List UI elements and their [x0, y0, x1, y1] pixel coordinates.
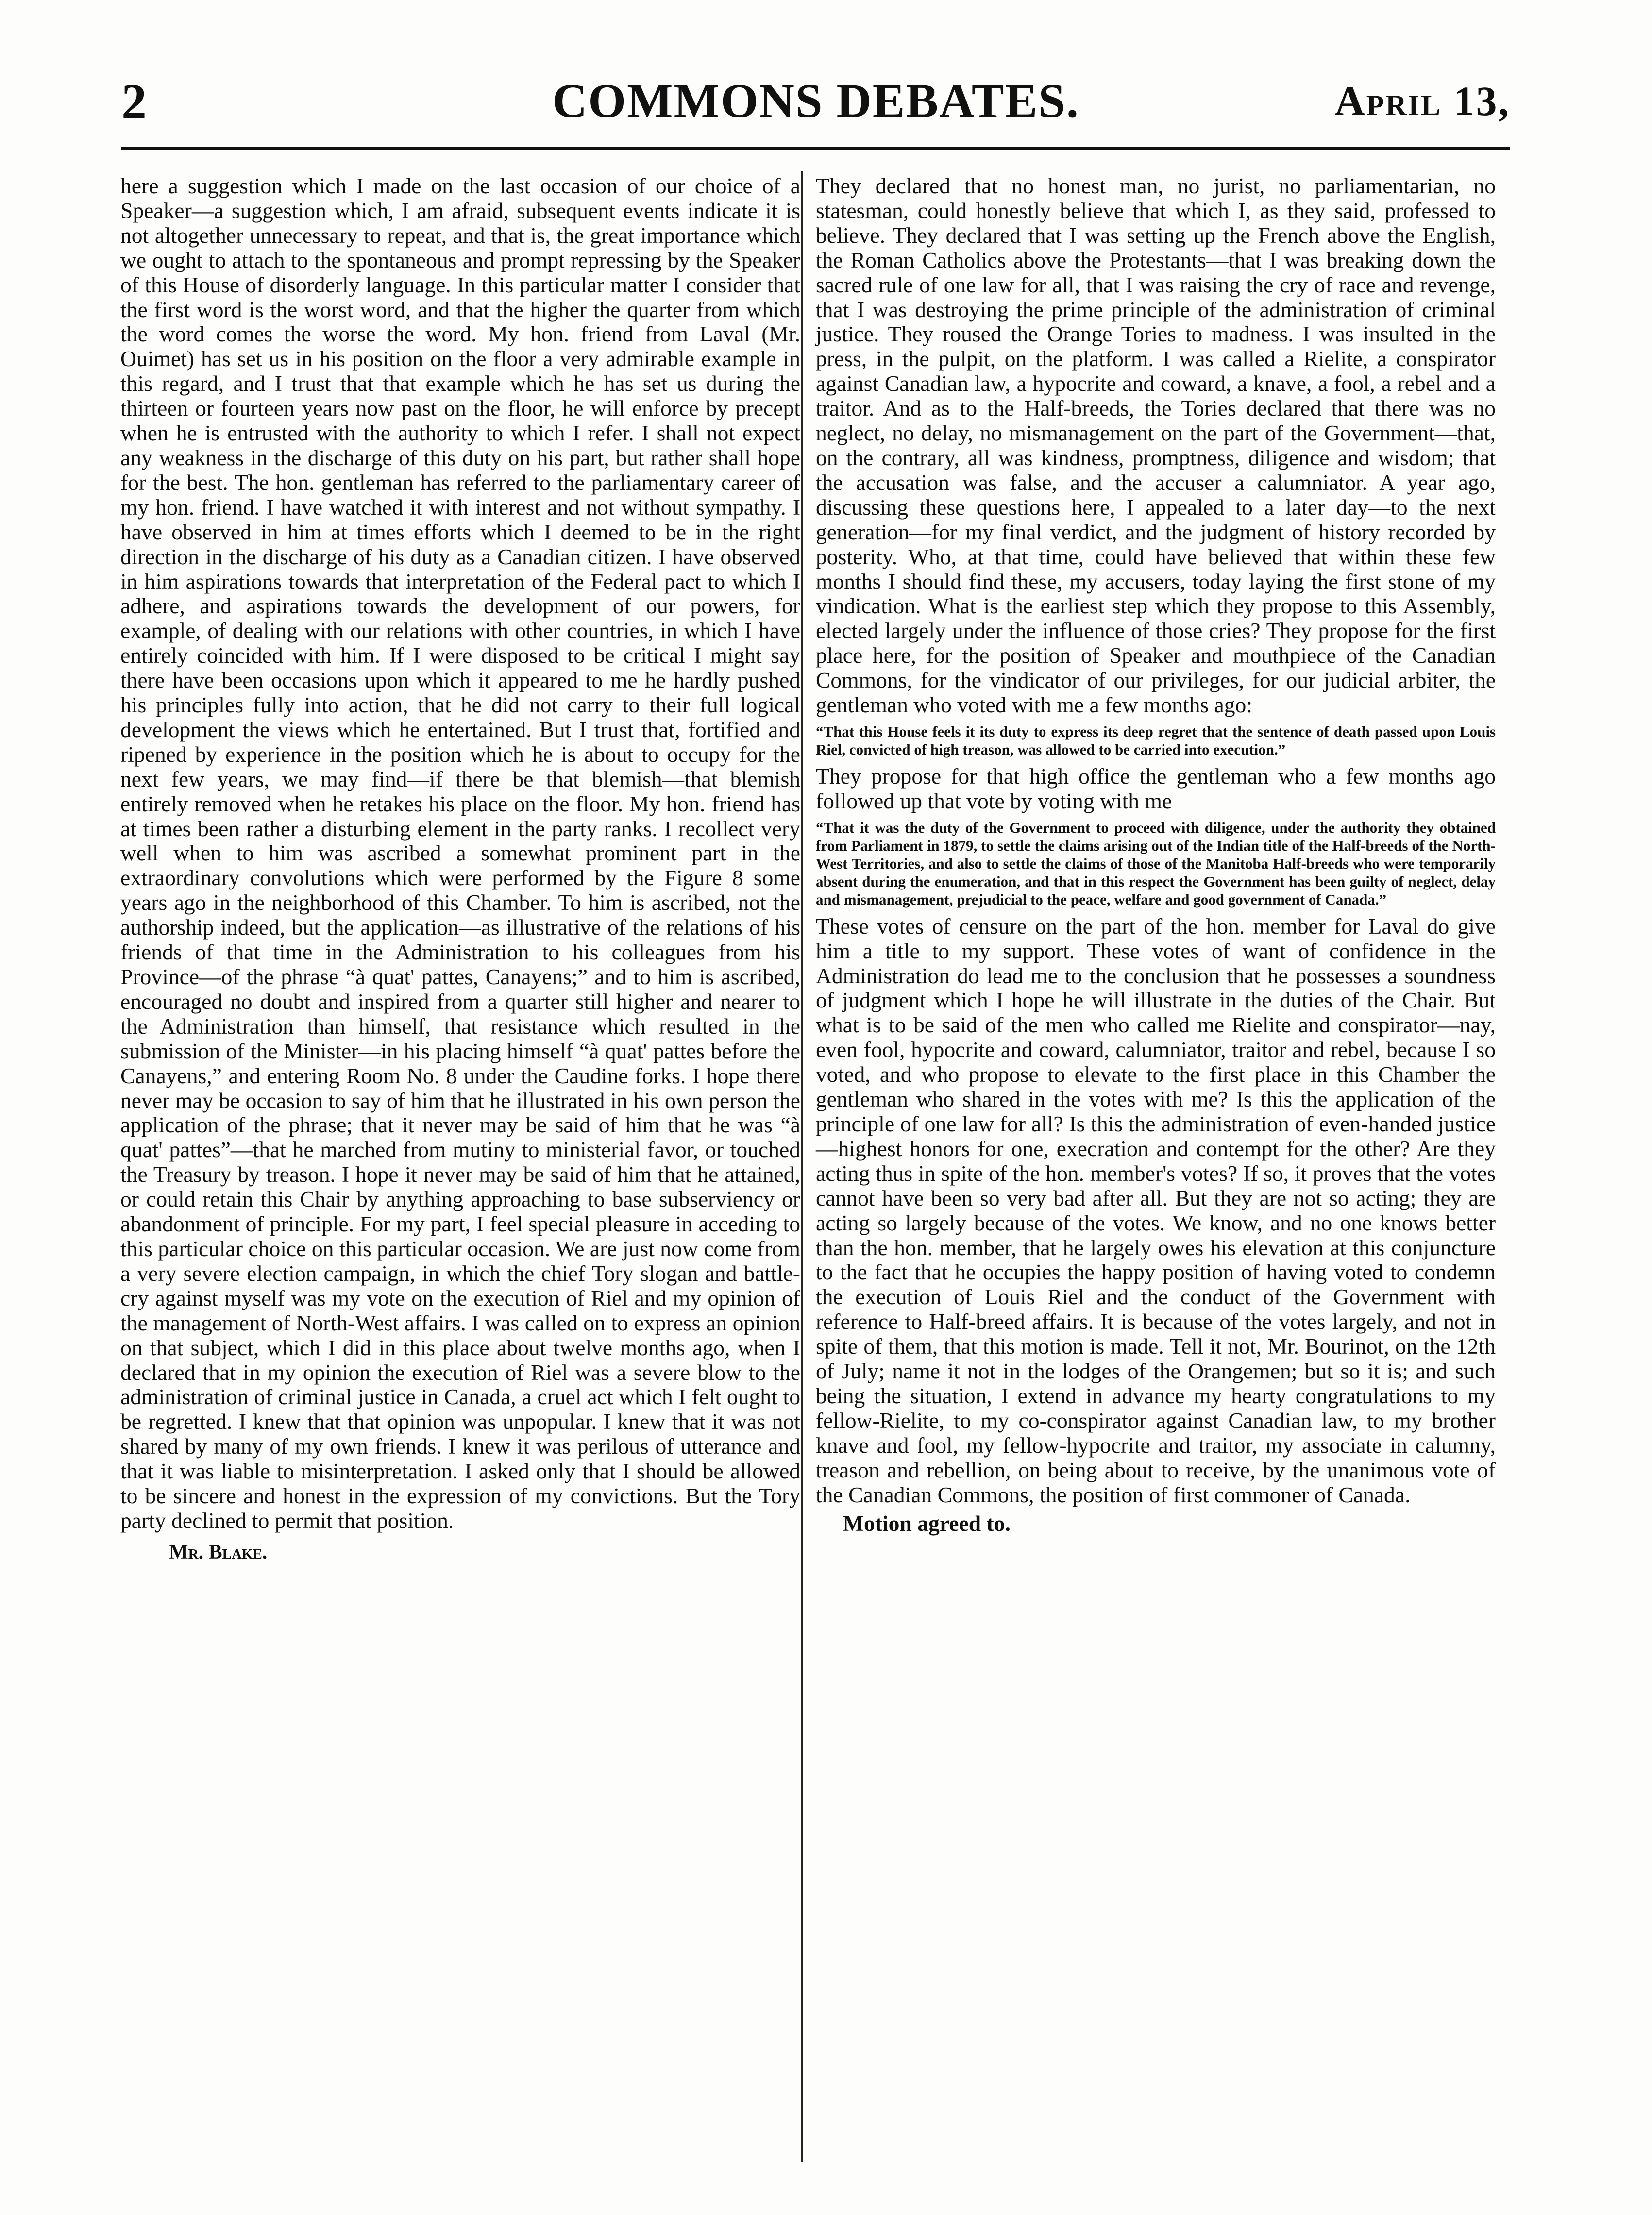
page-date: April 13,: [1334, 78, 1510, 124]
publication-title: COMMONS DEBATES.: [552, 74, 1079, 128]
right-paragraph-2: They propose for that high office the gentleman who a few months ago followed up that vote by voting with me: [816, 763, 1496, 813]
page-header: [121, 63, 1510, 146]
left-column: [120, 174, 800, 1565]
right-column: [816, 174, 1496, 1536]
right-paragraph-1: They declared that no honest man, no jurist, no parliamentarian, no statesman, could honestly believe that which I, as they said, professed to believe. They declared that I was setting up the French above the English, the Roman Catholics above the Protestants—that I was breaking down the sacred rule of one law for all, that I was raising the cry of race and revenge, that I was destroying the prime principle of the administration of criminal justice. They roused the Orange Tories to madness. I was insulted in the press, in the pulpit, on the platform. I was called a Rielite, a conspirator against Canadian law, a hypocrite and coward, a knave, a fool, a rebel and a traitor. And as to the Half-breeds, the Tories declared that there was no neglect, no delay, no mismanagement on the part of the Government—that, on the contrary, all was kindness, promptness, diligence and wisdom; that the accusation was false, and the accuser a calumniator. A year ago, discussing these questions here, I appealed to a later day—to the next generation—for my final verdict, and the judgment of history recorded by posterity. Who, at that time, could have believed that within these few months I should find these, my accusers, today laying the first stone of my vindication. What is the earliest step which they propose to this Assembly, elected largely under the influence of those cries? They propose for the first place here, for the position of Speaker and mouthpiece of the Canadian Commons, for the vindicator of our privileges, for our judicial arbiter, the gentleman who voted with me a few months ago:: [816, 173, 1496, 718]
left-column-text: here a suggestion which I made on the last occasion of our choice of a Speaker—a suggestion which, I am afraid, subsequent events indicate it is not altogether unnecessary to repeat, and that is, the great importance which we ought to attach to the spontaneous and prompt repressing by the Speaker of this House of disorderly language. In this particular matter I consider that the first word is the worst word, and that the higher the quarter from which the word comes the worse the word. My hon. friend from Laval (Mr. Ouimet) has set us in his position on the floor a very admirable example in this regard, and I trust that that example which he has set us during the thirteen or fourteen years now past on the floor, he will enforce by precept when he is entrusted with the authority to which I refer. I shall not expect any weakness in the discharge of this duty on his part, but rather shall hope for the best. The hon. gentleman has referred to the parliamentary career of my hon. friend. I have watched it with interest and not without sympathy. I have observed in him at times efforts which I deemed to be in the right direction in the discharge of his duty as a Canadian citizen. I have observed in him aspirations towards that interpretation of the Federal pact to which I adhere, and aspirations towards the development of our powers, for example, of dealing with our relations with other countries, in which I have entirely coincided with him. If I were disposed to be critical I might say there have been occasions upon which it appeared to me he hardly pushed his principles fully into action, that he did not carry to their full logical development the views which he entertained. But I trust that, fortified and ripened by experience in the position which he is about to occupy for the next few years, we may find—if there be that blemish—that blemish entirely removed when he retakes his place on the floor. My hon. friend has at times been rather a disturbing element in the party ranks. I recollect very well when to him was ascribed a somewhat prominent part in the extraordinary convolutions which were performed by the Figure 8 some years ago in the neighborhood of this Chamber. To him is ascribed, not the authorship indeed, but the application—as illustrative of the relations of his friends of that time in the Administration to his colleagues from his Province—of the phrase “à quat' pattes, Canayens;” and to him is ascribed, encouraged no doubt and inspired from a quarter still higher and nearer to the Administration than himself, that resistance which resulted in the submission of the Minister—in his placing himself “à quat' pattes before the Canayens,” and entering Room No. 8 under the Caudine forks. I hope there never may be occasion to say of him that he illustrated in his own person the application of the phrase; that it never may be said of him that he was “à quat' pattes”—that he marched from mutiny to ministerial favor, or touched the Treasury by treason. I hope it never may be said of him that he attained, or could retain this Chair by anything approaching to base subserviency or abandonment of principle. For my part, I feel special pleasure in acceding to this particular choice on this particular occasion. We are just now come from a very severe election campaign, in which the chief Tory slogan and battle-cry against myself was my vote on the execution of Riel and my opinion of the management of North-West affairs. I was called on to express an opinion on that subject, which I did in this place about twelve months ago, when I declared that in my opinion the execution of Riel was a severe blow to the administration of criminal justice in Canada, a cruel act which I felt ought to be regretted. I knew that that opinion was unpopular. I knew that it was not shared by many of my own friends. I knew it was perilous of utterance and that it was liable to misinterpretation. I asked only that I should be allowed to be sincere and honest in the expression of my convictions. But the Tory party declined to permit that position.: [120, 173, 800, 1533]
right-paragraph-3: These votes of censure on the part of the hon. member for Laval do give him a title to my support. These votes of want of confidence in the Administration do lead me to the conclusion that he possesses a soundness of judgment which I hope he will illustrate in the duties of the Chair. But what is to be said of the men who called me Rielite and conspirator—nay, even fool, hypocrite and coward, calumniator, traitor and rebel, because I so voted, and who propose to elevate to the first place in this Chamber the gentleman who shared in the votes with me? Is this the application of the principle of one law for all? Is this the administration of even-handed justice—highest honors for one, execration and contempt for the other? Are they acting thus in spite of the hon. member's votes? If so, it proves that the votes cannot have been so very bad after all. But they are not so acting; they are acting so largely because of the votes. We know, and no one knows better than the hon. member, that he largely owes his elevation at this conjuncture to the fact that he occupies the happy position of having voted to condemn the execution of Louis Riel and the conduct of the Government with reference to Half-breed affairs. It is because of the votes largely, and not in spite of them, that this motion is made. Tell it not, Mr. Bourinot, on the 12th of July; name it not in the lodges of the Orangemen; but so it is; and such being the situation, I extend in advance my hearty congratulations to my fellow-Rielite, to my co-conspirator against Canadian law, to my brother knave and fool, my fellow-hypocrite and traitor, my associate in calumny, treason and rebellion, on being about to receive, by the unanimous vote of the Canadian Commons, the position of first commoner of Canada.: [816, 913, 1496, 1507]
page-number: 2: [121, 74, 147, 130]
quoted-motion-1: “That this House feels it its duty to express its deep regret that the sentence of death passed upon Louis Riel, convicted of high treason, was allowed to be carried into execution.”: [816, 722, 1496, 758]
motion-result: Motion agreed to.: [843, 1510, 1011, 1536]
quoted-motion-2: “That it was the duty of the Government to proceed with diligence, under the authority they obtained from Parliament in 1879, to settle the claims arising out of the Indian title of the Half-breeds of the North-West Territories, and also to settle the claims of those of the Manitoba Half-breeds who were temporarily absent during the enumeration, and that in this respect the Government has been guilty of neglect, delay and mismanagement, prejudicial to the peace, welfare and good government of Canada.”: [816, 819, 1496, 908]
column-divider: [801, 171, 803, 2162]
speaker-name: Mr. Blake.: [169, 1541, 268, 1563]
header-rule: [121, 147, 1510, 150]
